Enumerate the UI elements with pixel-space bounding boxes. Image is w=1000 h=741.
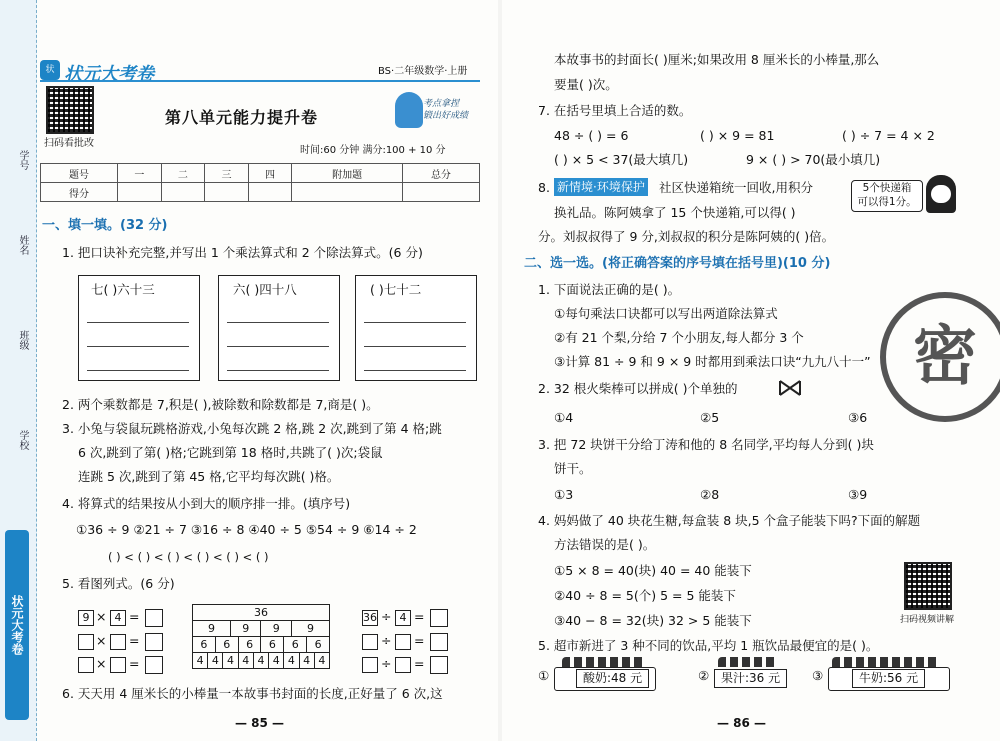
question-7-item[interactable]: ( ) × 5 < 37(最大填几)	[554, 152, 689, 167]
grid-total: 36	[193, 605, 330, 621]
choice-2-option[interactable]: ①4	[554, 410, 574, 425]
spine-logo: 状元大考卷	[5, 530, 29, 720]
answer-line[interactable]	[227, 370, 329, 371]
answer-line[interactable]	[87, 346, 189, 347]
slogan	[423, 98, 468, 122]
box-rhyme: 六( )四十八	[233, 282, 297, 297]
choice-1-option[interactable]: ①每句乘法口诀都可以写出两道除法算式	[554, 306, 778, 321]
score-header: 附加题	[292, 164, 403, 183]
choice-2-option[interactable]: ③6	[848, 410, 868, 425]
score-header: 一	[118, 164, 162, 183]
score-table	[40, 163, 480, 202]
answer-line[interactable]	[364, 322, 466, 323]
question-2: 2. 两个乘数都是 7,积是( ),被除数和除数都是 7,商是( )。	[62, 397, 379, 412]
equation-number: 9	[78, 610, 94, 626]
choice-4-option[interactable]: ①5 × 8 = 40(块) 40 = 40 能装下	[554, 563, 752, 578]
milk-bottles-icon	[832, 657, 940, 667]
context-tag: 新情境·环境保护	[554, 178, 648, 196]
score-cell[interactable]	[292, 183, 403, 202]
score-cell[interactable]	[248, 183, 292, 202]
equals-symbol: =	[414, 633, 425, 648]
box-rhyme: 七( )六十三	[91, 282, 155, 297]
grid-group: 6	[261, 637, 284, 653]
grid-group: 6	[307, 637, 330, 653]
header-divider	[40, 80, 480, 82]
answer-line[interactable]	[364, 346, 466, 347]
score-cell[interactable]	[402, 183, 479, 202]
score-cell[interactable]	[161, 183, 205, 202]
grid-group: 4	[299, 653, 314, 669]
answer-cell[interactable]	[362, 634, 378, 650]
times-symbol: ×	[96, 609, 107, 624]
question-1: 1. 把口诀补充完整,并写出 1 个乘法算式和 2 个除法算式。(6 分)	[62, 245, 423, 260]
answer-box-2[interactable]	[218, 275, 340, 381]
choice-4-option[interactable]: ②40 ÷ 8 = 5(个) 5 = 5 能装下	[554, 588, 736, 603]
equation-number: 4	[110, 610, 126, 626]
divide-symbol: ÷	[381, 656, 392, 671]
choice-question-4-line-1: 4. 妈妈做了 40 块花生糖,每盒装 8 块,5 个盒子能装下吗?下面的解题	[538, 513, 921, 528]
question-4-blanks[interactable]: ( ) < ( ) < ( ) < ( ) < ( ) < ( )	[108, 550, 269, 564]
grid-group: 4	[284, 653, 299, 669]
choice-question-2: 2. 32 根火柴棒可以拼成( )个单独的	[538, 381, 738, 396]
equation-number: 36	[363, 611, 377, 624]
choice-question-3-line-1: 3. 把 72 块饼干分给丁涛和他的 8 名同学,平均每人分到( )块	[538, 437, 874, 452]
question-3-line-3: 连跳 5 次,跳到了第 45 格,它平均每次跳( )格。	[78, 469, 340, 484]
question-8-line-3: 分。刘叔叔得了 9 分,刘叔叔的积分是陈阿姨的( )倍。	[538, 229, 835, 244]
confidential-stamp: 密	[880, 292, 1000, 422]
brand-logo: 状元大考卷	[64, 64, 154, 85]
score-table-header-row	[41, 164, 480, 183]
choice-2-option[interactable]: ②5	[700, 410, 720, 425]
qr-code-icon[interactable]	[904, 562, 952, 610]
slogan-line-2: 锻出好成绩	[423, 111, 469, 121]
qr-caption: 扫码看批改	[44, 138, 94, 149]
grid-group: 9	[231, 621, 261, 637]
question-3-line-2: 6 次,跳到了第( )格;它跳到第 18 格时,共跳了( )次;袋鼠	[78, 445, 383, 460]
score-header: 总分	[402, 164, 479, 183]
score-header: 二	[161, 164, 205, 183]
score-header: 四	[248, 164, 292, 183]
drink-price-label: 酸奶:48 元	[576, 669, 649, 688]
spine-label-class: 班级	[17, 330, 28, 350]
question-8-line-1: 社区快递箱统一回收,用积分	[659, 180, 813, 195]
speech-bubble	[851, 180, 923, 212]
grid-group: 4	[314, 653, 329, 669]
question-4: 4. 将算式的结果按从小到大的顺序排一排。(填序号)	[62, 496, 351, 511]
grid-group: 6	[284, 637, 307, 653]
answer-line[interactable]	[364, 370, 466, 371]
slogan-line-1: 考点拿捏	[423, 99, 460, 109]
section-2-heading: 二、选一选。(将正确答案的序号填在括号里)(10 分)	[524, 256, 831, 271]
answer-line[interactable]	[87, 370, 189, 371]
equals-symbol: =	[414, 609, 425, 624]
grid-group: 9	[261, 621, 291, 637]
divide-symbol: ÷	[381, 609, 392, 624]
choice-3-option[interactable]: ③9	[848, 487, 868, 502]
equals-symbol: =	[129, 633, 140, 648]
book-series-label: BS·二年级数学·上册	[378, 66, 468, 77]
question-8-number: 8.	[538, 180, 550, 195]
answer-cell[interactable]	[78, 657, 94, 673]
choice-question-4-line-2: 方法错误的是( )。	[554, 537, 656, 552]
answer-cell[interactable]	[145, 609, 163, 627]
girl-character-icon	[926, 175, 956, 213]
page-number-right: — 86 —	[717, 716, 767, 730]
answer-cell[interactable]	[395, 657, 411, 673]
equals-symbol: =	[129, 656, 140, 671]
choice-3-option[interactable]: ②8	[700, 487, 720, 502]
choice-question-3-line-2: 饼干。	[554, 461, 592, 476]
grid-group: 9	[193, 621, 231, 637]
answer-cell[interactable]	[78, 634, 94, 650]
score-row-label: 得分	[41, 183, 118, 202]
drink-price-label: 果汁:36 元	[714, 669, 787, 688]
answer-cell[interactable]	[145, 656, 163, 674]
page-title: 第八单元能力提升卷	[165, 108, 319, 127]
times-symbol: ×	[96, 656, 107, 671]
bubble-line-2: 可以得1分。	[857, 196, 917, 208]
grid-group: 6	[215, 637, 238, 653]
question-7-item[interactable]: 48 ÷ ( ) = 6	[554, 128, 629, 143]
grid-group: 4	[238, 653, 253, 669]
score-cell[interactable]	[118, 183, 162, 202]
answer-box-3[interactable]	[355, 275, 477, 381]
drink-option-number[interactable]: ①	[538, 668, 550, 683]
answer-cell[interactable]	[145, 633, 163, 651]
matchstick-shape-icon	[778, 379, 802, 397]
answer-cell[interactable]	[110, 657, 126, 673]
choice-3-option[interactable]: ①3	[554, 487, 574, 502]
page-number-left: — 85 —	[235, 716, 285, 730]
choice-question-5: 5. 超市新进了 3 种不同的饮品,平均 1 瓶饮品最便宜的是( )。	[538, 638, 879, 653]
question-7-item[interactable]: ( ) × 9 = 81	[700, 128, 775, 143]
answer-box-1[interactable]	[78, 275, 200, 381]
brand-badge-icon: 状	[40, 60, 60, 80]
spine-label-school: 学校	[17, 430, 28, 450]
answer-cell[interactable]	[430, 656, 448, 674]
answer-cell[interactable]	[362, 657, 378, 673]
answer-cell[interactable]	[395, 634, 411, 650]
qr-code-icon[interactable]	[46, 86, 94, 134]
choice-4-option[interactable]: ③40 − 8 = 32(块) 32 > 5 能装下	[554, 613, 752, 628]
drink-option-number[interactable]: ③	[812, 668, 824, 683]
answer-cell[interactable]	[430, 633, 448, 651]
equals-symbol: =	[129, 609, 140, 624]
grid-group: 4	[193, 653, 208, 669]
question-8-line-2: 换礼品。陈阿姨拿了 15 个快递箱,可以得( )	[554, 205, 796, 220]
grid-group: 4	[269, 653, 284, 669]
grid-group: 4	[208, 653, 223, 669]
binding-spine	[0, 0, 37, 741]
answer-cell[interactable]	[430, 609, 448, 627]
grid-group: 4	[223, 653, 238, 669]
spine-label-name: 姓名	[17, 235, 28, 255]
yogurt-bottles-icon	[562, 657, 646, 667]
juice-bottles-icon	[718, 657, 778, 667]
box-rhyme: ( )七十二	[370, 282, 422, 297]
times-symbol: ×	[96, 633, 107, 648]
choice-1-option[interactable]: ②有 21 个梨,分给 7 个小朋友,每人都分 3 个	[554, 330, 804, 345]
choice-1-option[interactable]: ③计算 81 ÷ 9 和 9 × 9 时都用到乘法口诀“九九八十一”	[554, 354, 871, 369]
question-7: 7. 在括号里填上合适的数。	[538, 103, 692, 118]
question-7-item[interactable]: ( ) ÷ 7 = 4 × 2	[842, 128, 935, 143]
answer-line[interactable]	[87, 322, 189, 323]
spine-label-student-id: 学号	[17, 150, 28, 170]
question-4-items: ①36 ÷ 9 ②21 ÷ 7 ③16 ÷ 8 ④40 ÷ 5 ⑤54 ÷ 9 ⑥14 ÷ 2	[76, 522, 417, 537]
question-6: 6. 天天用 4 厘米长的小棒量一本故事书封面的长度,正好量了 6 次,这	[62, 686, 443, 701]
bubble-line-1: 5个快递箱	[862, 182, 912, 194]
answer-line[interactable]	[227, 322, 329, 323]
question-7-item[interactable]: 9 × ( ) > 70(最小填几)	[746, 152, 881, 167]
question-5: 5. 看图列式。(6 分)	[62, 576, 175, 591]
left-page	[0, 0, 498, 741]
score-header: 题号	[41, 164, 118, 183]
mascot-icon	[395, 92, 423, 128]
divide-symbol: ÷	[381, 633, 392, 648]
drink-option-number[interactable]: ②	[698, 668, 710, 683]
grid-group: 4	[253, 653, 268, 669]
qr-caption: 扫码视频讲解	[900, 615, 955, 625]
score-table-score-row	[41, 183, 480, 202]
question-3-line-1: 3. 小兔与袋鼠玩跳格游戏,小兔每次跳 2 格,跳 2 次,跳到了第 4 格;跳	[62, 421, 442, 436]
equation-number: 4	[395, 610, 411, 626]
question-6-continued-line-1: 本故事书的封面长( )厘米;如果改用 8 厘米长的小棒量,那么	[554, 52, 880, 67]
grid-group: 9	[291, 621, 329, 637]
drink-price-label: 牛奶:56 元	[852, 669, 925, 688]
question-6-continued-line-2: 要量( )次。	[554, 77, 618, 92]
grouping-diagram	[192, 604, 330, 669]
choice-question-1: 1. 下面说法正确的是( )。	[538, 282, 681, 297]
grid-group: 6	[238, 637, 261, 653]
equals-symbol: =	[414, 656, 425, 671]
answer-cell[interactable]	[110, 634, 126, 650]
score-cell[interactable]	[205, 183, 249, 202]
score-header: 三	[205, 164, 249, 183]
grid-group: 6	[193, 637, 216, 653]
section-1-heading: 一、填一填。(32 分)	[42, 218, 168, 233]
answer-line[interactable]	[227, 346, 329, 347]
time-score-info: 时间:60 分钟 满分:100 + 10 分	[300, 145, 446, 156]
